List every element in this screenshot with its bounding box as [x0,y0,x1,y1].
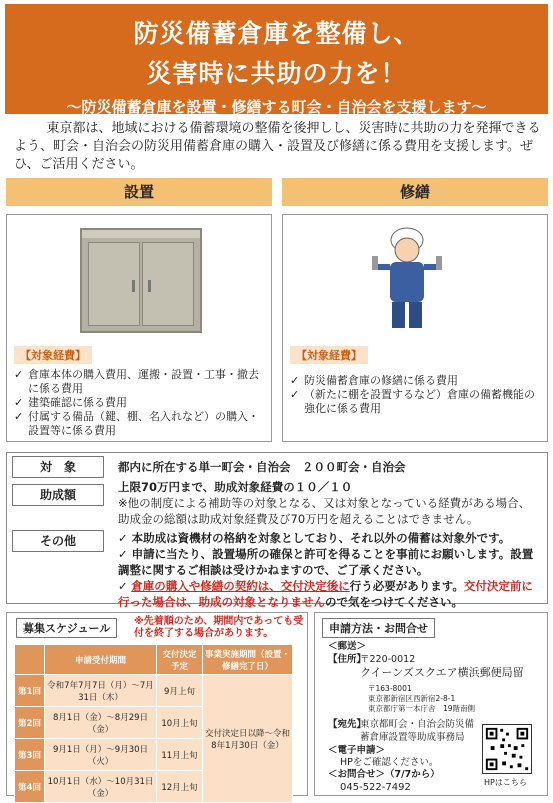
target-label: 対 象 [12,456,104,478]
amount-line-2: ※他の制度による補助等の対象となる、又は対象となっている経費がある場合、助成金の総額は助成対象経費及び70万円を超えることはできません。 [118,496,531,526]
worker-illustration [372,222,442,332]
postal-code: 〒220-0012 [360,654,416,665]
dest-label: 【宛先】 [328,719,367,730]
contact-label: 申請方法・お問合せ [322,618,435,638]
implementation-period: 交付決定日以降～令和8年1月30日（金） [203,675,293,803]
sub-address-2: 東京都庁第一本庁舎 19階南側 [368,704,476,713]
table-row: 第1回 令和7年7月7日（月）～7月31日（木） 9月上旬 交付決定日以降～令和8年1月30日（金） [15,675,293,707]
header-banner [5,4,548,114]
table-row: 第4回 10月1日（水）～10月31日（金） 12月上旬 [15,771,293,803]
target-text: 都内に所在する単一町会・自治会 ２００町会・自治会 [118,460,406,474]
phone: 045-522-7492 [340,782,411,793]
other-label: その他 [12,530,104,552]
address: クイーンズスクエア横浜郵便局留 [360,666,524,679]
table-header [15,645,45,675]
mail-label: ＜郵送＞ [328,641,367,652]
list-item: ✓ 倉庫本体の購入費用、運搬・設置・工事・撤去に係る費用 [14,368,264,396]
sub-address-1: 東京都新宿区西新宿2-8-1 [368,694,456,703]
list-item: ✓ 防災備蓄倉庫の修繕に係る費用 [290,374,540,388]
schedule-table [14,644,293,803]
repair-heading: 修繕 [282,178,548,206]
list-item: ✓ 建築確認に係る費用 [14,396,264,410]
phone-label: ＜お問合せ＞（7/7から） [328,769,440,780]
install-heading: 設置 [6,178,272,206]
qr-code-icon[interactable] [482,724,532,774]
schedule-note: ※先着順のため、期間内であっても受付を終了する場合があります。 [134,616,304,639]
install-tag: 【対象経費】 [14,346,92,364]
sub-postal: 〒163-8001 [368,684,412,693]
dest: 東京都町会・自治会防災備蓄倉庫設置等助成事務局 [360,719,475,743]
email-text: HPをご確認ください。 [340,757,439,768]
table-header: 事業実施期間（設置・修繕完了日） [203,645,293,675]
list-item: ✓ （新たに棚を設置するなど）倉庫の備蓄機能の強化に係る費用 [290,388,540,416]
schedule-label: 募集スケジュール [16,618,117,638]
table-row: 第3回 9月1日（月）～9月30日（火） 11月上旬 [15,739,293,771]
install-list [14,368,264,438]
list-item: ✓ 付属する備品（鍵、棚、名入れなど）の購入・設置等に係る費用 [14,410,264,438]
other-item-3: ✓ 倉庫の購入や修繕の契約は、交付決定後に行う必要があります。交付決定前に行った場合は、助成の対象となりませんので気をつけてください。 [118,579,533,609]
title-line-1: 防災備蓄倉庫を整備し、 [133,19,420,48]
qr-caption: HPはこちら [484,778,527,787]
storage-cabinet-image [80,228,202,333]
address-label: 【住所】 [328,654,367,665]
repair-tag: 【対象経費】 [290,346,368,364]
email-label: ＜電子申請＞ [328,745,386,756]
intro-text: 東京都は、地域における備蓄環境の整備を後押しし、災害時に共助の力を発揮できるよう、町会・自治会の防災用備蓄倉庫の購入・設置及び修繕に係る費用を支援します。ぜひ、ご活用ください。 [14,121,541,172]
table-row: 第2回 8月1日（金）～8月29日（金） 10月上旬 [15,707,293,739]
other-item-1: ✓ 本助成は資機材の格納を対象としており、それ以外の備蓄は対象外です。 [118,531,511,545]
repair-list [290,374,540,416]
table-header: 交付決定予定 [157,645,203,675]
table-header: 申請受付期間 [45,645,157,675]
amount-label: 助成額 [12,484,104,506]
title-line-2: 災害時に共助の力を！ [146,59,407,88]
subtitle: ～防災備蓄倉庫を設置・修繕する町会・自治会を支援します～ [66,98,487,116]
amount-line-1: 上限70万円まで、助成対象経費の１０／１０ [118,480,353,494]
other-item-2: ✓ 申請に当たり、設置場所の確保と許可を得ることを事前にお願いします。設置調整に関するご相談は受けかねますので、ご了承ください。 [118,547,534,577]
